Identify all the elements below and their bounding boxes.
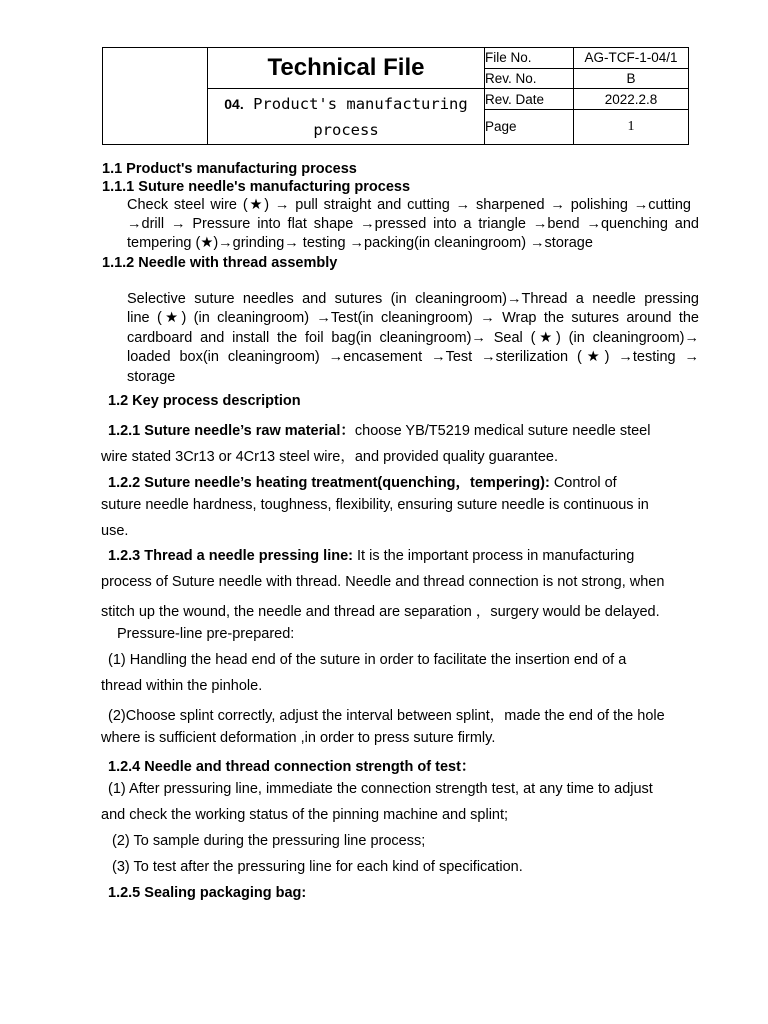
document-subtitle [208,89,485,145]
para-1-2-2-line-2: suture needle hardness, toughness, flexibility, ensuring suture needle is continuous in [101,497,649,513]
file-no-label: File No. [485,48,574,69]
para-1-2-2-text: Control of [549,475,617,491]
file-no-value: AG-TCF-1-04/1 [574,48,689,69]
needle-process-line-1: Check steel wire (★) → pull straight and cutting → sharpened → polishing →cutting [127,197,691,213]
pressure-line-heading: Pressure-line pre-prepared: [117,626,295,642]
assembly-line-3: cardboard and install the foil bag(in cleaningroom)→ Seal (★) (in cleaningroom)→ [127,330,699,346]
heading-1-2-3: 1.2.3 Thread a needle pressing line: [108,548,353,564]
para-1-2-1-text: choose YB/T5219 medical suture needle steel [354,423,651,439]
document-title: Technical File [208,48,485,89]
needle-process-line-2: →drill → Pressure into flat shape →pressed into a triangle →bend →quenching and [127,216,699,232]
assembly-line-2: line (★) (in cleaningroom) →Test(in cleaningroom) → Wrap the sutures around the [127,310,699,326]
pressure-line-item-2-cont: where is sufficient deformation ,in order to press suture firmly. [101,730,496,746]
rev-no-value: B [574,68,689,89]
header-table [102,47,689,145]
assembly-line-4: loaded box(in cleaningroom) →encasement →Test →sterilization (★) →testing → [127,349,699,365]
para-1-2-2-line-1 [108,471,617,492]
rev-no-label: Rev. No. [485,68,574,89]
strength-test-item-1: (1) After pressuring line, immediate the connection strength test, at any time to adjust [108,781,653,797]
assembly-line-5: storage [127,369,176,385]
heading-1-1: 1.1 Product's manufacturing process [102,161,357,177]
assembly-line-1: Selective suture needles and sutures (in cleaningroom)→Thread a needle pressing [127,291,699,307]
para-1-2-1-line-2: wire stated 3Cr13 or 4Cr13 steel wire，and provided quality guarantee. [101,449,558,465]
rev-date-value: 2022.2.8 [574,89,689,109]
para-1-2-3-text: It is the important process in manufacturing [352,548,635,564]
strength-test-item-3: (3) To test after the pressuring line for each kind of specification. [112,859,523,875]
heading-1-1-2: 1.1.2 Needle with thread assembly [102,255,338,271]
heading-1-2-2: 1.2.2 Suture needle’s heating treatment(quenching，tempering): [108,475,550,491]
strength-test-item-1-cont: and check the working status of the pinning machine and splint; [101,807,509,823]
needle-process-line-3: tempering (★)→grinding→ testing →packing(in cleaningroom) →storage [127,235,593,251]
strength-test-item-2: (2) To sample during the pressuring line process; [112,833,426,849]
rev-date-label: Rev. Date [485,89,574,109]
heading-1-2-4: 1.2.4 Needle and thread connection strength of test： [108,759,476,775]
heading-1-2-5: 1.2.5 Sealing packaging bag: [108,885,307,901]
para-1-2-3-line-3: stitch up the wound, the needle and thread are separation ，surgery would be delayed. [101,604,660,620]
heading-1-1-1: 1.1.1 Suture needle's manufacturing process [102,179,411,195]
pressure-line-item-1-cont: thread within the pinhole. [101,678,263,694]
heading-1-2-1: 1.2.1 Suture needle’s raw material： [108,423,355,439]
logo-cell [103,48,208,145]
subtitle-number: 04. [224,95,244,112]
para-1-2-3-line-2: process of Suture needle with thread. Needle and thread connection is not strong, when [101,574,665,590]
subtitle-text: Product's manufacturing process [253,94,468,139]
pressure-line-item-2: (2)Choose splint correctly, adjust the interval between splint，made the end of the hole [108,708,665,724]
para-1-2-1-line-1 [108,419,650,440]
heading-1-2: 1.2 Key process description [108,393,301,409]
page-label: Page [485,109,574,144]
para-1-2-3-line-1 [108,548,634,564]
para-1-2-2-line-3: use. [101,523,129,539]
page-number: 1 [574,109,689,144]
pressure-line-item-1: (1) Handling the head end of the suture in order to facilitate the insertion end of a [108,652,627,668]
